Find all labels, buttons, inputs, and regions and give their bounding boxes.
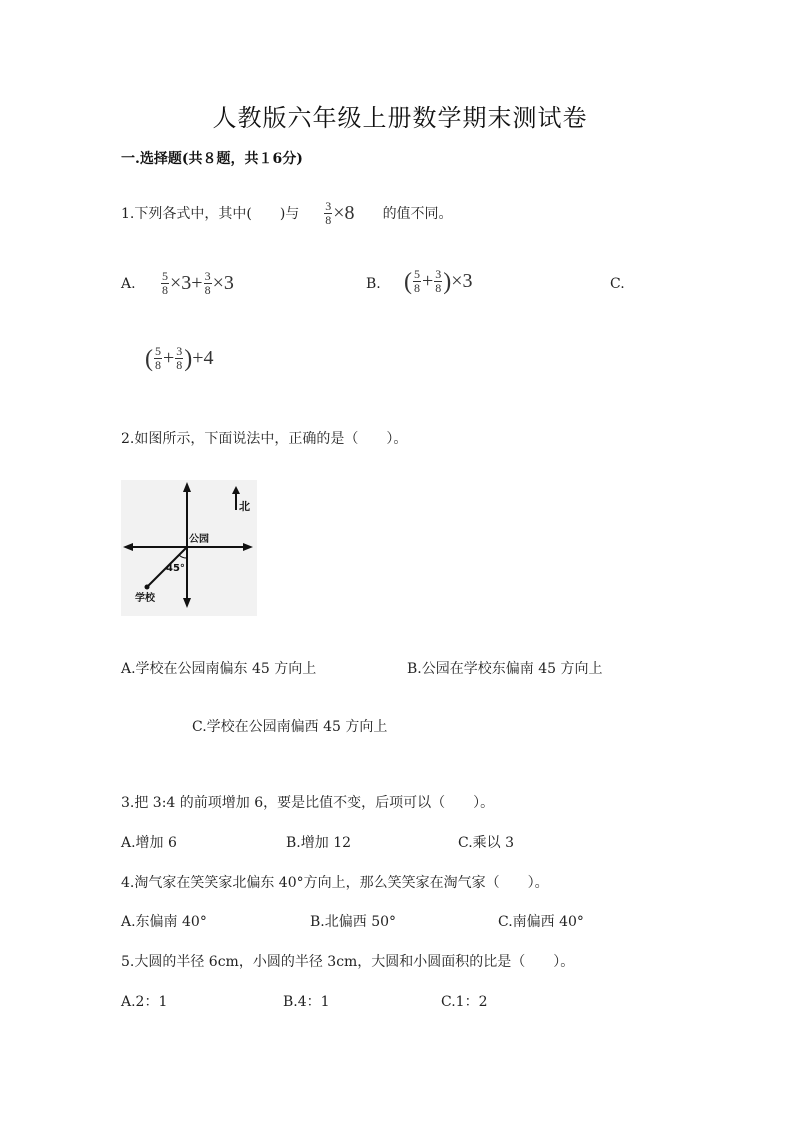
q5-option-a: A.2：1	[121, 994, 168, 1010]
q1-option-b-expr	[404, 268, 473, 295]
page-title: 人教版六年级上册数学期末测试卷	[212, 104, 588, 132]
q1-b-f1-den: 8	[414, 281, 420, 295]
q1-a-frac1	[161, 270, 169, 297]
q1-option-b-label: B.	[366, 276, 381, 292]
q1-c-frac2	[175, 345, 183, 372]
q1-numerator: 3	[325, 198, 332, 213]
q1-a-mid: ×3+	[170, 272, 203, 294]
q1-a-f2-den: 8	[204, 283, 211, 297]
q1-b-open-paren: (	[404, 268, 412, 295]
q1-c-open-paren: (	[145, 345, 153, 372]
q1-a-f1-den: 8	[162, 283, 168, 297]
q3-option-b: B.增加 12	[286, 835, 352, 851]
question-1	[121, 198, 453, 228]
q3-option-a: A.增加 6	[121, 835, 177, 851]
q4-option-b: B.北偏西 50°	[310, 914, 397, 930]
q1-b-f2-den: 8	[435, 281, 442, 295]
q1-a-frac2	[204, 270, 212, 297]
angle-label: 45°	[166, 563, 185, 574]
park-label: 公园	[189, 534, 209, 545]
q2-option-b: B.公园在学校东偏南 45 方向上	[407, 661, 603, 677]
q1-b-frac1	[413, 268, 421, 295]
q1-expression	[323, 200, 354, 227]
q1-b-end: ×3	[451, 270, 473, 292]
q1-option-a-label: A.	[121, 276, 136, 292]
school-point	[145, 585, 150, 590]
q2-option-c: C.学校在公园南偏西 45 方向上	[192, 719, 388, 735]
q1-b-plus: +	[422, 270, 434, 292]
q1-fraction	[324, 200, 332, 227]
q1-c-close-paren: )	[184, 345, 193, 372]
q1-b-f2-num: 3	[435, 267, 442, 281]
q5-option-b: B.4：1	[283, 994, 330, 1010]
q1-c-f2-num: 3	[176, 344, 183, 358]
q1-a-f2-num: 3	[204, 269, 211, 283]
q1-stem-after: 的值不同。	[382, 206, 453, 222]
q1-option-a-expr	[160, 270, 234, 297]
q3-option-c: C.乘以 3	[458, 835, 515, 851]
q1-c-f1-num: 5	[155, 344, 161, 358]
q5-option-c: C.1：2	[441, 994, 488, 1010]
q1-option-c-expr	[145, 345, 214, 372]
q1-c-frac1	[154, 345, 162, 372]
section-heading: 一.选择题(共８题，共１6分)	[121, 151, 303, 167]
q2-option-a: A.学校在公园南偏东 45 方向上	[121, 661, 317, 677]
q1-a-f1-num: 5	[162, 269, 168, 283]
q4-option-c: C.南偏西 40°	[498, 914, 584, 930]
q1-b-frac2	[434, 268, 442, 295]
q1-option-c-label: C.	[610, 276, 625, 292]
q1-b-close-paren: )	[443, 268, 452, 295]
q1-c-f1-den: 8	[155, 358, 161, 372]
q1-denominator: 8	[325, 212, 332, 227]
q1-stem-before: 1.下列各式中，其中( )与	[121, 206, 300, 222]
q1-expr-rest: ×8	[333, 201, 355, 224]
direction-diagram	[121, 480, 257, 616]
north-label: 北	[239, 500, 250, 513]
q1-c-f2-den: 8	[176, 358, 183, 372]
q1-c-plus: +	[163, 347, 175, 369]
question-4: 4.淘气家在笑笑家北偏东 40°方向上，那么笑笑家在淘气家（ ）。	[121, 875, 549, 891]
q4-option-a: A.东偏南 40°	[121, 914, 207, 930]
question-3: 3.把 3:4 的前项增加 6，要是比值不变，后项可以（ ）。	[121, 795, 495, 811]
q1-a-end: ×3	[212, 272, 234, 294]
q1-b-f1-num: 5	[414, 267, 420, 281]
school-label: 学校	[135, 593, 155, 604]
question-5: 5.大圆的半径 6cm，小圆的半径 3cm，大圆和小圆面积的比是（ ）。	[121, 954, 575, 970]
q1-c-end: +4	[192, 347, 214, 369]
question-2: 2.如图所示，下面说法中，正确的是（ ）。	[121, 431, 408, 447]
